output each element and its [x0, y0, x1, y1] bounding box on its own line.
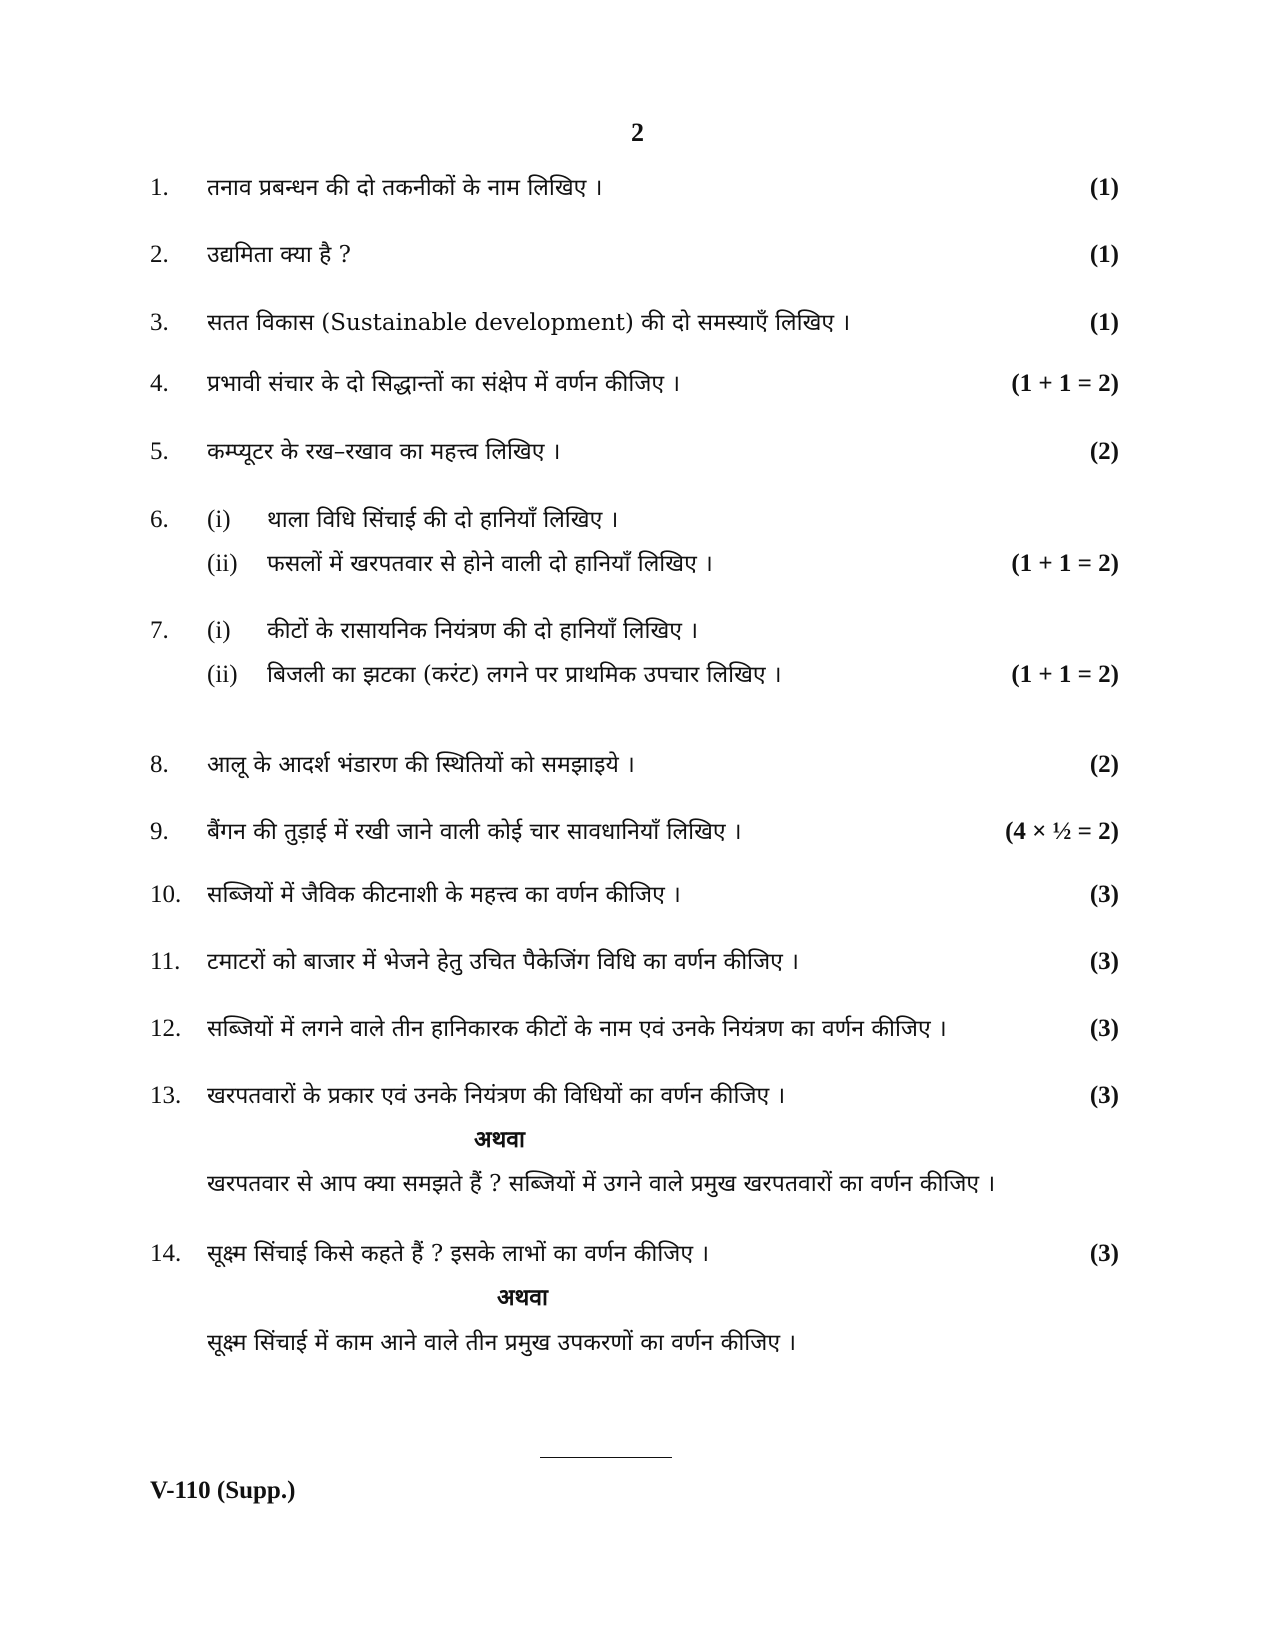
question-number: 8.	[150, 751, 169, 778]
alternative-question-text: खरपतवार से आप क्या समझते हैं ? सब्जियों में उगने वाले प्रमुख खरपतवारों का वर्णन कीजिए ।	[207, 1171, 996, 1197]
question-4	[0, 366, 1275, 402]
page-number: 2	[631, 118, 644, 147]
question-text: सूक्ष्म सिंचाई किसे कहते हैं ? इसके लाभों का वर्णन कीजिए ।	[207, 1241, 710, 1267]
alternative-question-text: सूक्ष्म सिंचाई में काम आने वाले तीन प्रमुख उपकरणों का वर्णन कीजिए ।	[207, 1330, 797, 1356]
question-5	[0, 434, 1275, 470]
question-marks: (1 + 1 = 2)	[1011, 370, 1119, 397]
question-number: 14.	[150, 1240, 182, 1267]
question-marks: (1)	[1089, 241, 1119, 268]
question-text: तनाव प्रबन्धन की दो तकनीकों के नाम लिखिए ।	[207, 175, 603, 201]
question-marks: (1)	[1089, 174, 1119, 201]
question-8	[0, 747, 1275, 783]
question-text: सतत विकास (Sustainable development) की दो समस्याएँ लिखिए ।	[207, 310, 851, 336]
or-label: अथवा	[474, 1126, 526, 1153]
question-number: 9.	[150, 818, 169, 845]
question-text: सब्जियों में लगने वाले तीन हानिकारक कीटों के नाम एवं उनके नियंत्रण का वर्णन कीजिए ।	[207, 1016, 947, 1042]
question-1	[0, 170, 1275, 206]
question-number: 13.	[150, 1082, 182, 1109]
question-number: 6.	[150, 506, 169, 533]
question-number: 10.	[150, 881, 182, 908]
question-text: प्रभावी संचार के दो सिद्धान्तों का संक्षेप में वर्णन कीजिए ।	[207, 371, 681, 397]
question-marks: (1 + 1 = 2)	[1011, 661, 1119, 688]
sub-question-text: कीटों के रासायनिक नियंत्रण की दो हानियाँ लिखिए ।	[267, 618, 699, 644]
question-marks: (1)	[1089, 309, 1119, 336]
sub-question-label: (i)	[207, 506, 231, 533]
question-number: 7.	[150, 617, 169, 644]
question-number: 1.	[150, 174, 169, 201]
question-number: 11.	[150, 948, 181, 975]
question-number: 2.	[150, 241, 169, 268]
question-number: 4.	[150, 370, 169, 397]
question-number: 3.	[150, 309, 169, 336]
question-number: 5.	[150, 438, 169, 465]
question-10	[0, 877, 1275, 913]
question-marks: (3)	[1089, 1082, 1119, 1109]
sub-question-label: (ii)	[207, 550, 238, 577]
question-14	[0, 1236, 1275, 1272]
question-text: आलू के आदर्श भंडारण की स्थितियों को समझाइये ।	[207, 752, 635, 778]
question-11	[0, 944, 1275, 980]
question-marks: (2)	[1089, 438, 1119, 465]
question-marks: (3)	[1089, 1015, 1119, 1042]
question-9	[0, 814, 1275, 850]
question-number: 12.	[150, 1015, 182, 1042]
question-marks: (3)	[1089, 948, 1119, 975]
question-marks: (2)	[1089, 751, 1119, 778]
question-text: खरपतवारों के प्रकार एवं उनके नियंत्रण की विधियों का वर्णन कीजिए ।	[207, 1083, 786, 1109]
question-7	[0, 613, 1275, 649]
question-6	[0, 502, 1275, 538]
end-divider	[540, 1457, 672, 1458]
or-label: अथवा	[497, 1284, 549, 1311]
question-marks: (1 + 1 = 2)	[1011, 550, 1119, 577]
question-2	[0, 237, 1275, 273]
sub-question-text: फसलों में खरपतवार से होने वाली दो हानियाँ लिखिए ।	[267, 551, 713, 577]
question-text: उद्यमिता क्या है ?	[207, 242, 351, 268]
sub-question-label: (ii)	[207, 661, 238, 688]
question-text: सब्जियों में जैविक कीटनाशी के महत्त्व का वर्णन कीजिए ।	[207, 882, 681, 908]
question-6-part-2	[0, 546, 1275, 582]
sub-question-label: (i)	[207, 617, 231, 644]
question-text: टमाटरों को बाजार में भेजने हेतु उचित पैकेजिंग विधि का वर्णन कीजिए ।	[207, 949, 799, 975]
question-marks: (4 × ½ = 2)	[1005, 818, 1119, 845]
sub-question-text: थाला विधि सिंचाई की दो हानियाँ लिखिए ।	[267, 507, 619, 533]
sub-question-text: बिजली का झटका (करंट) लगने पर प्राथमिक उपचार लिखिए ।	[267, 662, 782, 688]
question-text: बैंगन की तुड़ाई में रखी जाने वाली कोई चार सावधानियाँ लिखिए ।	[207, 819, 742, 845]
question-marks: (3)	[1089, 1240, 1119, 1267]
question-13	[0, 1078, 1275, 1114]
question-marks: (3)	[1089, 881, 1119, 908]
question-3	[0, 305, 1275, 341]
question-text: कम्प्यूटर के रख–रखाव का महत्त्व लिखिए ।	[207, 439, 561, 465]
paper-code: V-110 (Supp.)	[150, 1477, 296, 1504]
question-12	[0, 1011, 1275, 1047]
question-7-part-2	[0, 657, 1275, 693]
